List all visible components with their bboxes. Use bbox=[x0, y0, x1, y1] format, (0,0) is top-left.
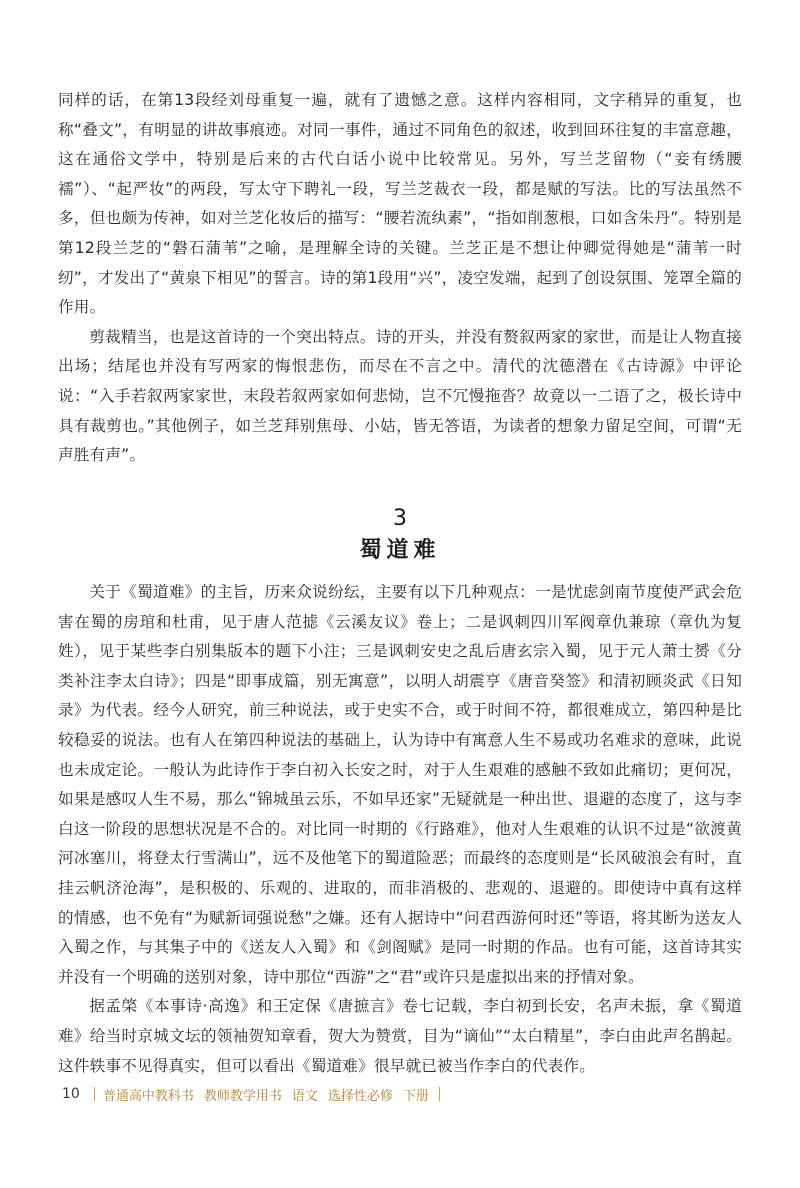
footer-divider bbox=[439, 1087, 440, 1101]
upper-text-section bbox=[58, 86, 742, 471]
paragraph: 关于《蜀道难》的主旨，历来众说纷纭，主要有以下几种观点：一是忧虑剑南节度使严武会危害在蜀的房琯和杜甫，见于唐人范摅《云溪友议》卷上；二是讽刺四川军阀章仇兼琼（章仇为复姓），见于某些李白别集版本的题下小注；三是讽刺安史之乱后唐玄宗入蜀，见于元人萧士赟《分类补注李太白诗》；四是“即事成篇，别无寓意”，以明人胡震亨《唐音癸签》和清初顾炎武《日知录》为代表。经今人研究，前三种说法，或于史实不合，或于时间不符，都很难成立，第四种是比较稳妥的说法。也有人在第四种说法的基础上，认为诗中有寓意人生不易或功名难求的意味，此说也未成定论。一般认为此诗作于李白初入长安之时，对于人生艰难的感触不致如此痛切；更何况，如果是感叹人生不易，那么“锦城虽云乐，不如早还家”无疑就是一种出世、退避的态度了，这与李白这一阶段的思想状况是不合的。对比同一时期的《行路难》，他对人生艰难的认识不过是“欲渡黄河冰塞川，将登太行雪满山”，远不及他笔下的蜀道险恶；而最终的态度则是“长风破浪会有时，直挂云帆济沧海”，是积极的、乐观的、进取的，而非消极的、悲观的、退避的。即使诗中真有这样的情感，也不免有“为赋新词强说愁”之嫌。还有人据诗中“问君西游何时还”等语，将其断为送友人入蜀之作，与其集子中的《送友人入蜀》和《剑阁赋》是同一时期的作品。也有可能，这首诗其实并没有一个明确的送别对象，诗中那位“西游”之“君”或许只是虚拟出来的抒情对象。 bbox=[58, 583, 742, 986]
page-footer bbox=[62, 1082, 440, 1106]
footer-volume: 下册 bbox=[402, 1088, 429, 1104]
footer-subject: 语文 bbox=[291, 1088, 318, 1104]
footer-course: 选择性必修 bbox=[327, 1088, 393, 1104]
page-number: 10 bbox=[62, 1086, 80, 1102]
section-number: 3 bbox=[393, 506, 407, 531]
section-heading bbox=[0, 506, 800, 566]
paragraph: 据孟棨《本事诗·高逸》和王定保《唐摭言》卷七记载，李白初到长安，名声未振，拿《蜀道难》给当时京城文坛的领袖贺知章看，贺大为赞赏，目为“谪仙”“太白精星”，李白由此声名鹊起。这件轶事不见得真实，但可以看出《蜀道难》很早就已被当作李白的代表作。 bbox=[58, 997, 742, 1075]
paragraph: 同样的话，在第13段经刘母重复一遍，就有了遗憾之意。这样内容相同，文字稍异的重复，也称“叠文”，有明显的讲故事痕迹。对同一事件，通过不同角色的叙述，收到回环往复的丰富意趣，这在通俗文学中，特别是后来的古代白话小说中比较常见。另外，写兰芝留物（“妾有绣腰襦”）、“起严妆”的两段，写太守下聘礼一段，写兰芝裁衣一段，都是赋的写法。比的写法虽然不多，但也颇为传神，如对兰芝化妆后的描写：“腰若流纨素”，“指如削葱根，口如含朱丹”。特别是第12段兰芝的“磐石蒲苇”之喻，是理解全诗的关键。兰芝正是不想让仲卿觉得她是“蒲苇一时纫”，才发出了“黄泉下相见”的誓言。诗的第1段用“兴”，凌空发端，起到了创设氛围、笼罩全篇的作用。 bbox=[58, 91, 742, 317]
footer-series: 普通高中教科书 bbox=[102, 1088, 194, 1104]
lower-text-section bbox=[58, 578, 742, 1081]
footer-divider bbox=[94, 1087, 95, 1101]
footer-book-type: 教师教学用书 bbox=[203, 1088, 282, 1104]
section-title: 蜀道难 bbox=[359, 538, 441, 563]
paragraph: 剪裁精当，也是这首诗的一个突出特点。诗的开头，并没有赘叙两家的家世，而是让人物直接出场；结尾也并没有写两家的悔恨悲伤，而尽在不言之中。清代的沈德潜在《古诗源》中评论说：“入手若叙两家家世，末段若叙两家如何悲恸，岂不冗慢拖沓？故竟以一二语了之，极长诗中具有裁剪也。”其他例子，如兰芝拜别焦母、小姑，皆无答语，为读者的想象力留足空间，可谓“无声胜有声”。 bbox=[58, 327, 742, 465]
